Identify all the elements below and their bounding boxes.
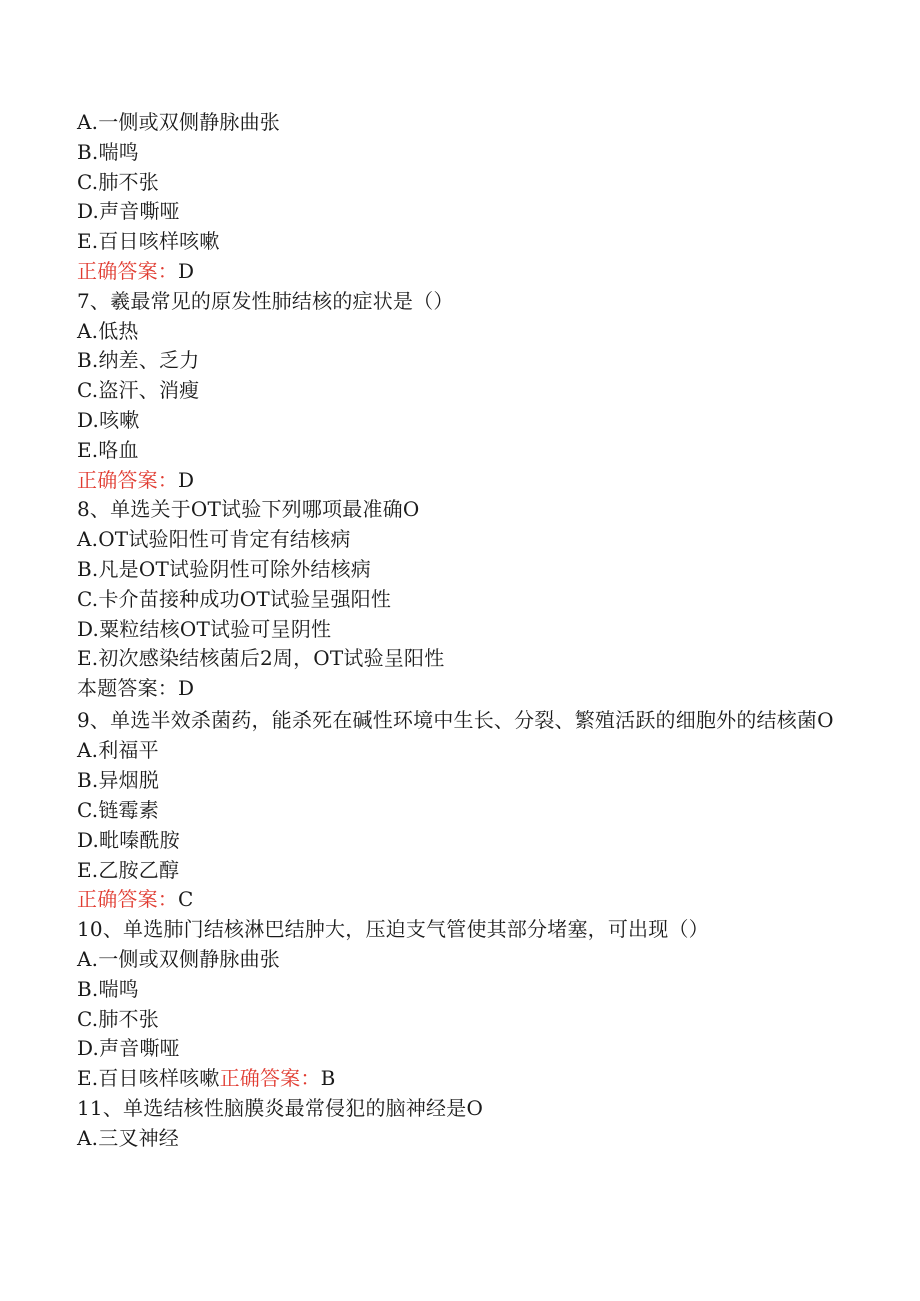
q8-option-a: A.OT试验阳性可肯定有结核病 xyxy=(77,527,351,552)
q9-answer-label: 正确答案： xyxy=(77,887,178,912)
q6-option-b: B.喘鸣 xyxy=(77,139,139,164)
q6-option-d: D.声音嘶哑 xyxy=(77,199,180,224)
q9-option-d: D.毗嗪酰胺 xyxy=(77,827,180,852)
q6-option-a: A.一侧或双侧静脉曲张 xyxy=(77,110,281,134)
q10-question: 10、单选肺门结核淋巴结肿大，压迫支气管使其部分堵塞，可出现（） xyxy=(77,917,709,942)
q10-option-c: C.肺不张 xyxy=(77,1006,159,1031)
q10-option-e: E.百日咳样咳嗽 xyxy=(77,1066,220,1091)
q8-option-d: D.粟粒结核OT试验可呈阴性 xyxy=(77,616,332,641)
q7-answer xyxy=(77,466,857,496)
q8-option-e: E.初次感染结核菌后2周，OT试验呈阳性 xyxy=(77,646,445,671)
q7-option-e: E.咯血 xyxy=(77,437,139,462)
document-page xyxy=(77,108,857,1154)
q7-option-b: B.纳差、乏力 xyxy=(77,348,200,373)
q6-option-c: C.肺不张 xyxy=(77,169,159,194)
q10-option-e-with-answer xyxy=(77,1064,857,1094)
q9-option-e: E.乙胺乙醇 xyxy=(77,857,180,882)
q10-answer-value: B xyxy=(320,1066,336,1091)
q7-option-a: A.低热 xyxy=(77,318,139,343)
q6-answer xyxy=(77,257,857,287)
q6-answer-label: 正确答案： xyxy=(77,258,178,283)
q10-answer-label: 正确答案： xyxy=(219,1066,321,1091)
q10-option-d: D.声音嘶哑 xyxy=(77,1036,180,1061)
q8-answer: 本题答案：D xyxy=(77,676,195,701)
q11-question: 11、单选结核性脑膜炎最常侵犯的脑神经是O xyxy=(77,1096,484,1120)
q7-answer-label: 正确答案： xyxy=(77,467,178,492)
q9-option-a: A.利福平 xyxy=(77,738,159,763)
q9-option-c: C.链霉素 xyxy=(77,798,159,823)
q9-option-b: B.异烟脱 xyxy=(77,768,160,793)
q8-option-c: C.卡介苗接种成功OT试验呈强阳性 xyxy=(77,586,392,611)
q7-question: 7、羲最常见的原发性肺结核的症状是（） xyxy=(77,288,454,313)
q7-option-d: D.咳嗽 xyxy=(77,407,140,432)
q8-question: 8、单选关于OT试验下列哪项最准确O xyxy=(77,497,420,522)
q10-option-b: B.喘鸣 xyxy=(77,976,139,1001)
q8-option-b: B.凡是OT试验阴性可除外结核病 xyxy=(77,556,371,581)
q7-answer-value: D xyxy=(178,467,195,492)
q10-option-a: A.一侧或双侧静脉曲张 xyxy=(77,947,281,972)
q7-option-c: C.盗汗、消瘦 xyxy=(77,378,200,403)
q11-option-a: A.三叉神经 xyxy=(77,1125,180,1150)
q6-answer-value: D xyxy=(178,258,195,283)
q6-option-e: E.百日咳样咳嗽 xyxy=(77,229,220,254)
q9-question: 9、单选半效杀菌药，能杀死在碱性环境中生长、分裂、繁殖活跃的细胞外的结核菌O xyxy=(77,707,834,732)
q9-answer xyxy=(77,885,857,915)
q9-answer-value: C xyxy=(178,887,194,912)
